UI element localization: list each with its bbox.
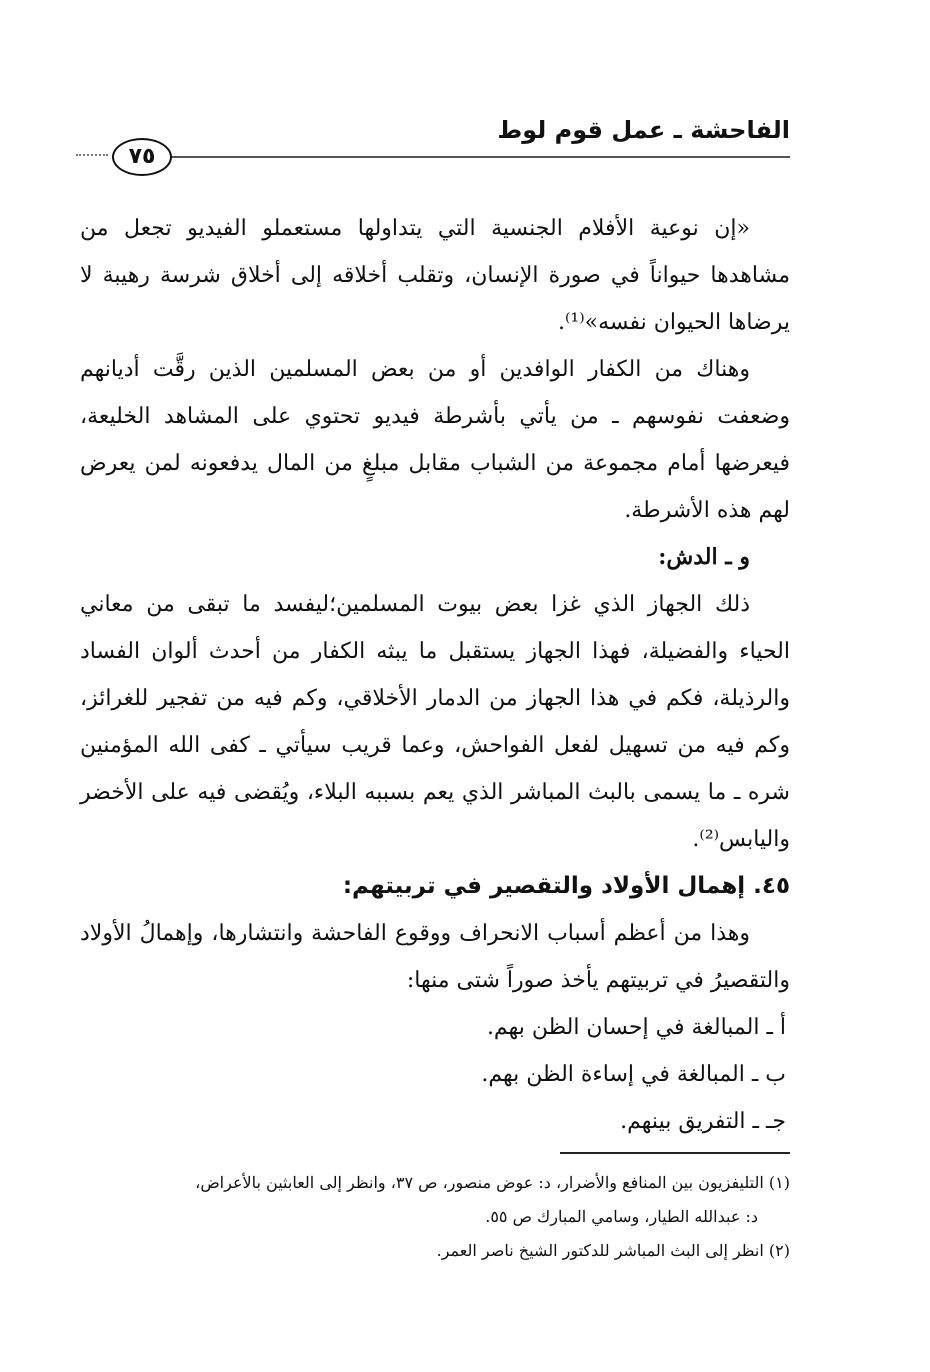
footnote-separator	[560, 1152, 790, 1154]
paragraph-neglect: وهذا من أعظم أسباب الانحراف ووقوع الفاحشة وانتشارها، وإهمالُ الأولاد والتقصيرُ في تربيتهم يأخذ صوراً شتى منها:	[80, 921, 790, 993]
list-item: جـ ـ التفريق بينهم.	[620, 1109, 786, 1134]
quote-paragraph: «إن نوعية الأفلام الجنسية التي يتداولها مستعملو الفيديو تجعل من مشاهدها حيواناً في صورة الإنسان، وتقلب أخلاقه إلى أخلاق شرسة رهيبة لا يرضاها الحيوان نفسه»⁽¹⁾.	[80, 216, 790, 335]
header-dotted-ornament	[76, 154, 108, 160]
footnote-1-continued: د: عبدالله الطيار، وسامي المبارك ص ٥٥.	[485, 1207, 758, 1226]
running-title: الفاحشة ـ عمل قوم لوط	[497, 116, 790, 144]
paragraph-dish: ذلك الجهاز الذي غزا بعض بيوت المسلمين؛ليفسد ما تبقى من معاني الحياء والفضيلة، فهذا الجهاز يستقبل ما يبثه الكفار من أحدث ألوان الفساد والرذيلة، فكم في هذا الجهاز من الدمار الأخلاقي، وكم فيه من تفجير للغرائز، وكم فيه من تسهيل لفعل الفواحش، وعما قريب سيأتي ـ كفى الله المؤمنين شره ـ ما يسمى بالبث المباشر الذي يعم بسببه البلاء، ويُقضى فيه على الأخضر واليابس⁽²⁾.	[80, 592, 790, 852]
paragraph-video-tapes: وهناك من الكفار الوافدين أو من بعض المسلمين الذين رقَّت أديانهم وضعفت نفوسهم ـ من يأتي بأشرطة فيديو تحتوي على المشاهد الخليعة، فيعرضها أمام مجموعة من الشباب مقابل مبلغٍ من المال يدفعونه لمن يعرض لهم هذه الأشرطة.	[80, 357, 790, 523]
body-text	[80, 205, 790, 1145]
page-header	[80, 112, 790, 172]
subheading-dish: و ـ الدش:	[658, 544, 750, 570]
section-heading-45: ٤٥. إهمال الأولاد والتقصير في تربيتهم:	[342, 873, 790, 899]
footnote-1: (١) التليفزيون بين المنافع والأضرار، د: عوض منصور، ص ٣٧، وانظر إلى العابثين بالأعراض،	[195, 1173, 790, 1192]
footnote-2: (٢) انظر إلى البث المباشر للدكتور الشيخ ناصر العمر.	[436, 1241, 790, 1260]
list-item: أ ـ المبالغة في إحسان الظن بهم.	[486, 1015, 786, 1040]
list-item: ب ـ المبالغة في إساءة الظن بهم.	[481, 1062, 786, 1087]
footnotes	[80, 1166, 790, 1268]
page-number-badge: ٧٥	[112, 138, 172, 176]
header-rule	[160, 156, 790, 158]
